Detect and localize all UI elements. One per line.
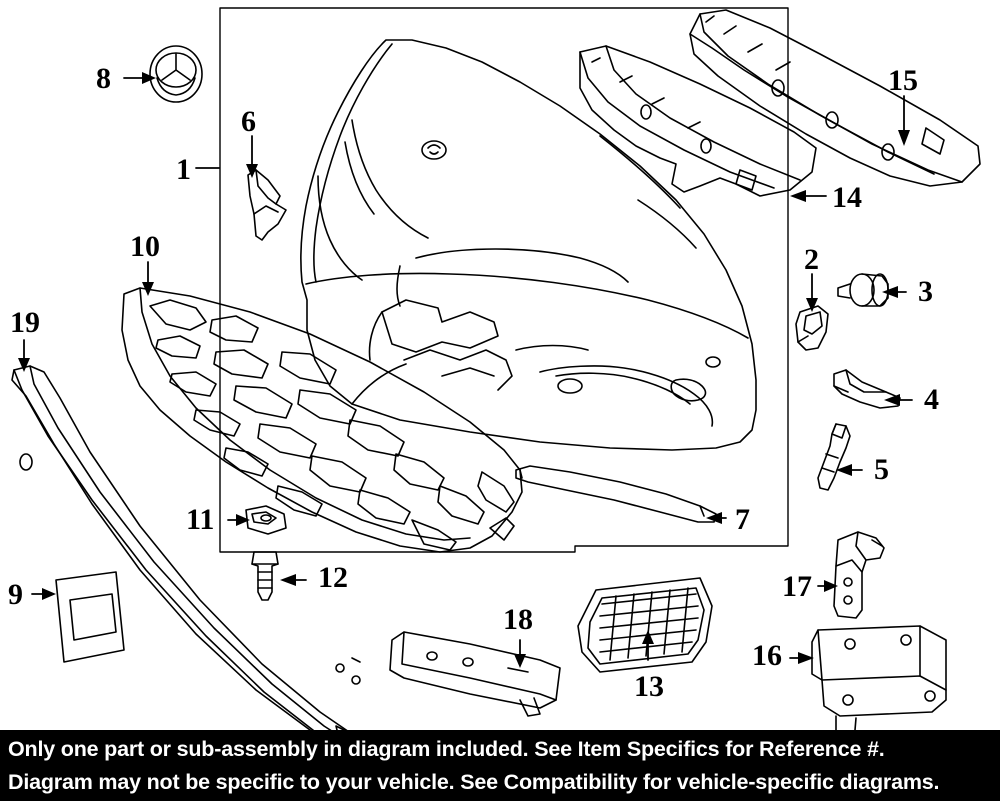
callout-18: 18 — [503, 603, 533, 636]
callout-1: 1 — [176, 153, 191, 186]
callout-15: 15 — [888, 64, 918, 97]
part-11-clip-nut — [246, 506, 286, 534]
disclaimer-line-2: Diagram may not be specific to your vehicle. See Compatibility for vehicle-specific diagrams. — [8, 770, 940, 794]
part-10-splash-shield — [122, 288, 522, 552]
part-16-leader — [790, 652, 814, 664]
callout-5: 5 — [874, 453, 889, 486]
callout-3: 3 — [918, 275, 933, 308]
part-16-mounting-plate — [812, 626, 946, 742]
part-14-absorber — [580, 46, 816, 196]
part-14-leader — [790, 190, 826, 202]
callout-12: 12 — [318, 561, 348, 594]
callout-7: 7 — [735, 503, 750, 536]
part-3-push-pin — [838, 274, 888, 306]
part-4-small-bracket — [834, 370, 900, 408]
part-12-screw — [252, 552, 278, 600]
part-19-impact-bar — [12, 366, 360, 752]
callout-10: 10 — [130, 230, 160, 263]
part-9-leader — [32, 588, 56, 600]
part-18-bracket — [390, 632, 560, 716]
part-5-leader — [836, 464, 862, 476]
part-8-emblem — [150, 46, 202, 102]
callout-14: 14 — [832, 181, 862, 214]
callout-17: 17 — [782, 570, 812, 603]
callout-13: 13 — [634, 670, 664, 703]
part-10-leader — [142, 262, 154, 296]
part-17-side-bracket — [834, 532, 884, 618]
part-1-front-bumper-cover — [301, 40, 756, 450]
part-6-bracket — [248, 170, 286, 240]
disclaimer-banner — [0, 730, 1000, 801]
disclaimer-line-1: Only one part or sub-assembly in diagram included. See Item Specifics for Reference #. — [8, 737, 885, 761]
callout-6: 6 — [241, 105, 256, 138]
callout-11: 11 — [186, 503, 215, 536]
part-3-leader — [882, 286, 906, 298]
callout-9: 9 — [8, 578, 23, 611]
callout-19: 19 — [10, 306, 40, 339]
callout-8: 8 — [96, 62, 111, 95]
part-7-lower-trim — [516, 466, 716, 522]
part-13-grille — [578, 578, 712, 672]
part-2-clip — [796, 306, 828, 350]
callout-2: 2 — [804, 243, 819, 276]
part-5-bolt — [818, 424, 850, 490]
part-18-leader — [514, 640, 526, 668]
part-12-leader — [280, 574, 306, 586]
part-4-leader — [884, 394, 912, 406]
part-9-license-bracket — [56, 572, 124, 662]
part-1-bumper-cover-box — [220, 8, 788, 552]
part-15-leader — [898, 96, 910, 146]
callout-4: 4 — [924, 383, 939, 416]
part-15-upper-reinforcement — [690, 10, 980, 186]
callout-16: 16 — [752, 639, 782, 672]
